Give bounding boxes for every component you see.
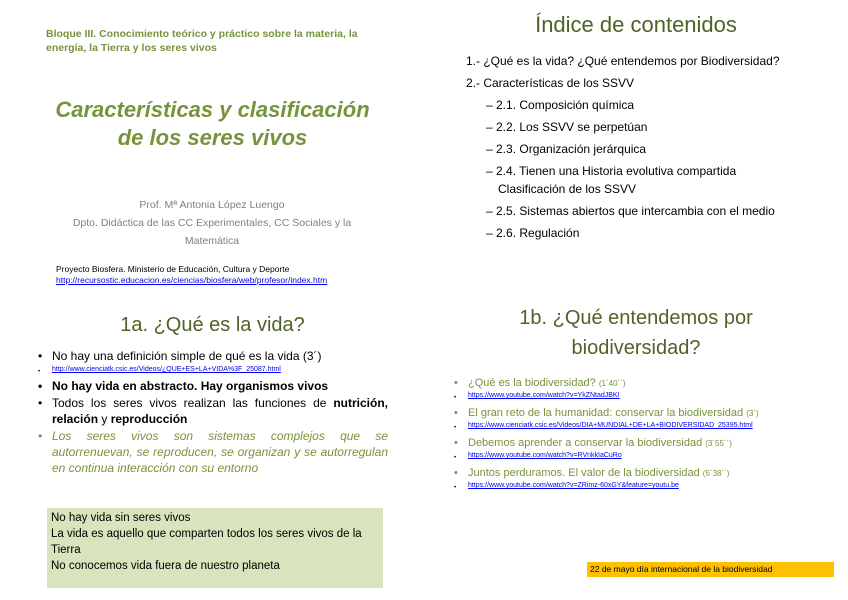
list-item: • Juntos perduramos. El valor de la biodiversidad (5´38´´) (452, 466, 827, 481)
summary-line: La vida es aquello que comparten todos los seres vivos de la Tierra (51, 528, 362, 556)
list-item-definition: • Los seres vivos son sistemas complejos que se autorrenuevan, se reproducen, se organizan y se autorregulan en continua interacción con su entorno (36, 428, 388, 476)
list-item: • No hay una definición simple de qué es la vida (3´) (36, 348, 388, 364)
index-item: 2.- Características de los SSVV (466, 76, 635, 90)
index-subitem: – 2.6. Regulación (486, 226, 580, 240)
video-link[interactable]: https://www.youtube.com/watch?v=ZRimz-60xGY&feature=youtu.be (468, 482, 679, 489)
project-name: Proyecto Biosfera. Ministerio de Educación, Cultura y Deporte (56, 264, 290, 274)
date-note: 22 de mayo día internacional de la biodiversidad (587, 562, 834, 577)
section-1b-list (452, 376, 827, 496)
block-heading: Bloque III. Conocimiento teórico y práctico sobre la materia, la energía, la Tierra y los seres vivos (46, 28, 358, 54)
section-1b-title: 1b. ¿Qué entendemos por biodiversidad? (519, 307, 753, 359)
summary-line: No conocemos vida fuera de nuestro planeta (51, 560, 280, 572)
index-subitem: – 2.3. Organización jerárquica (486, 142, 647, 156)
list-item: • ¿Qué es la biodiversidad? (1´40´´) (452, 376, 827, 391)
duration: (1´40´´) (598, 379, 626, 388)
list-item-link (36, 365, 388, 375)
department: Dpto. Didáctica de las CC Experimentales, CC Sociales y la Matemática (72, 217, 352, 247)
section-1a-list (36, 348, 388, 477)
video-link[interactable]: https://www.youtube.com/watch?v=RVnkkIaCuRo (468, 452, 622, 459)
duration: (5´38´´) (702, 469, 730, 478)
section-1a-title: 1a. ¿Qué es la vida? (120, 314, 305, 336)
list-item-link (452, 391, 827, 401)
list-item: • Debemos aprender a conservar la biodiversidad (3´55´´) (452, 436, 827, 451)
list-item: • El gran reto de la humanidad: conservar la biodiversidad (3´) (452, 406, 827, 421)
index-title: Índice de contenidos (535, 12, 737, 37)
author-block (52, 196, 372, 250)
index-list (466, 52, 806, 246)
index-subitem: – 2.4. Tienen una Historia evolutiva compartida Clasificación de los SSVV (486, 164, 737, 196)
index-subitem: – 2.1. Composición química (486, 98, 635, 112)
video-link[interactable]: http://www.cienciatk.csic.es/Videos/¿QUE+ES+LA+VIDA%3F_25087.html (52, 366, 281, 373)
duration: (3´55´´) (705, 439, 732, 448)
list-item-link (452, 421, 827, 431)
duration: (3´) (746, 409, 759, 418)
video-link[interactable]: https://www.cienciatk.csic.es/Videos/DIA+MUNDIAL+DE+LA+BIODIVERSIDAD_25395.html (468, 422, 753, 429)
list-item-link (452, 451, 827, 461)
list-item: • No hay vida en abstracto. Hay organismos vivos (36, 378, 388, 394)
slide-title: Características y clasificación de los seres vivos (55, 97, 370, 150)
index-item: 1.- ¿Qué es la vida? ¿Qué entendemos por Biodiversidad? (466, 54, 780, 68)
author-name: Prof. Mª Antonia López Luengo (139, 199, 285, 211)
list-item: • Todos los seres vivos realizan las funciones de nutrición, relación y reproducción (36, 395, 388, 427)
project-link[interactable]: http://recursostic.educacion.es/ciencias/biosfera/web/profesor/index.htm (56, 275, 328, 285)
project-credit (56, 264, 396, 286)
summary-box (47, 508, 383, 588)
video-link[interactable]: https://www.youtube.com/watch?v=YkZNtadJBKI (468, 392, 620, 399)
summary-line: No hay vida sin seres vivos (51, 512, 191, 524)
index-subitem: – 2.2. Los SSVV se perpetúan (486, 120, 648, 134)
list-item-link (452, 481, 827, 491)
index-subitem: – 2.5. Sistemas abiertos que intercambia con el medio (486, 204, 775, 218)
